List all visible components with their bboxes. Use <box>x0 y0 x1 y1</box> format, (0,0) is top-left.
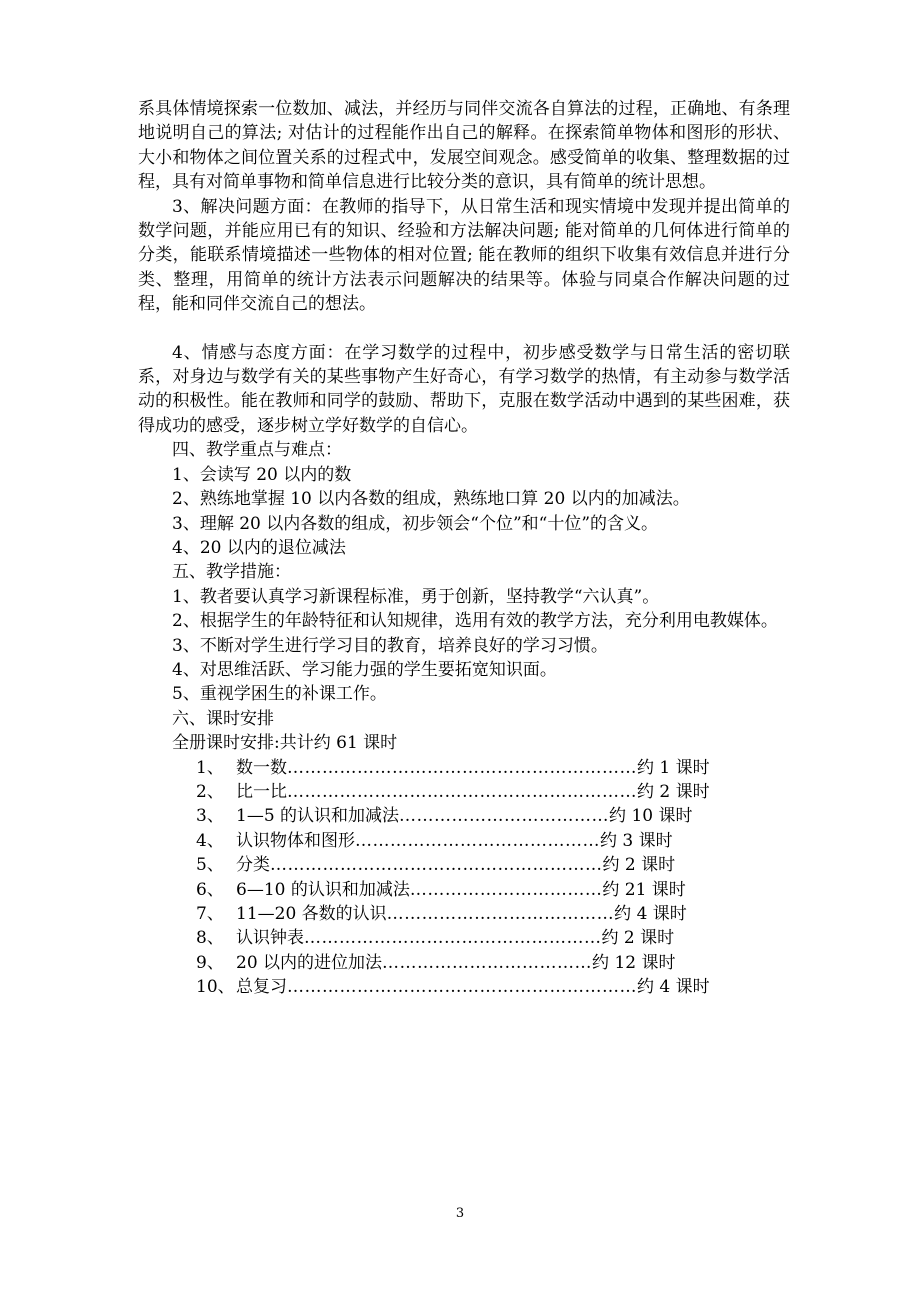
schedule-hours: 约 2 课时 <box>601 928 675 949</box>
schedule-number: 1、 <box>196 757 224 778</box>
section5-item: 3、不断对学生进行学习目的教育，培养良好的学习习惯。 <box>172 635 608 656</box>
schedule-row <box>138 853 790 877</box>
schedule-title: 比一比 <box>236 781 287 802</box>
schedule-title: 认识物体和图形 <box>236 830 355 851</box>
schedule-hours: 约 10 课时 <box>609 806 693 827</box>
schedule-leader: ……………………………… <box>399 806 610 827</box>
section4-item: 4、20 以内的退位减法 <box>172 537 346 558</box>
schedule-number: 4、 <box>196 830 224 851</box>
schedule-title: 1—5 的认识和加减法 <box>236 806 400 827</box>
schedule-leader: …………………………………………… <box>304 928 602 949</box>
schedule-row <box>138 902 790 926</box>
schedule-title: 数一数 <box>236 757 287 778</box>
schedule-hours: 约 3 课时 <box>600 830 673 851</box>
paragraph-emotion-attitude: 4、情感与态度方面：在学习数学的过程中，初步感受数学与日常生活的密切联系，对身边与数学有关的某些事物产生好奇心，有学习数学的热情，有主动参与数学活动的积极性。能在教师和同学的鼓励、帮助下，克服在数学活动中遇到的某些困难，获得成功的感受，逐步树立学好数学的自信心。 <box>138 342 790 436</box>
schedule-hours: 约 4 课时 <box>614 904 687 924</box>
schedule-number: 9、 <box>196 952 224 973</box>
schedule-hours: 约 2 课时 <box>602 855 676 876</box>
schedule-number: 6、 <box>196 879 224 900</box>
section4-item: 3、理解 20 以内各数的组成，初步领会“个位”和“十位”的含义。 <box>172 513 659 534</box>
schedule-leader: …………………………………………………… <box>287 781 637 802</box>
schedule-row <box>138 829 790 853</box>
paragraph-continuation: 系具体情境探索一位数加、减法，并经历与同伴交流各自算法的过程，正确地、有条理地说明自己的算法; 对估计的过程能作出自己的解释。在探索简单物体和图形的形状、大小和物体之间位置关系的过程式中，发展空间观念。感受简单的收集、整理数据的过程，具有对简单事物和简单信息进行比较分类的意识，具有简单的统计思想。 <box>138 99 790 193</box>
section5-item: 4、对思维活跃、学习能力强的学生要拓宽知识面。 <box>172 659 557 680</box>
section5-heading: 五、教学措施： <box>172 562 291 583</box>
schedule-title: 认识钟表 <box>236 928 304 949</box>
schedule-title: 总复习 <box>236 977 287 998</box>
schedule-row <box>138 975 790 999</box>
schedule-row <box>138 756 790 780</box>
section4-item: 2、熟练地掌握 10 以内各数的组成，熟练地口算 20 以内的加减法。 <box>172 489 690 510</box>
schedule-number: 7、 <box>196 904 224 924</box>
section4-heading: 四、教学重点与难点： <box>172 440 342 461</box>
schedule-number: 3、 <box>196 806 224 827</box>
schedule-row <box>138 804 790 828</box>
schedule-hours: 约 2 课时 <box>637 781 710 802</box>
schedule-leader: …………………………… <box>409 879 603 900</box>
schedule-row <box>138 951 790 975</box>
schedule-number: 2、 <box>196 781 224 802</box>
document-body <box>138 97 790 1000</box>
blank-line <box>138 317 790 341</box>
section5-item: 2、根据学生的年龄特征和认知规律，选用有效的教学方法，充分利用电教媒体。 <box>172 611 778 632</box>
section6-heading: 六、课时安排 <box>172 708 274 729</box>
paragraph-problem-solving: 3、解决问题方面：在教师的指导下，从日常生活和现实情境中发现并提出简单的数学问题，并能应用已有的知识、经验和方法解决问题; 能对简单的几何体进行简单的分类，能联系情境描述一些物体的相对位置; 能在教师的组织下收集有效信息并进行分类、整理，用简单的统计方法表示问题解决的结果等。体验与同桌合作解决问题的过程，能和同伴交流自己的想法。 <box>138 196 790 315</box>
schedule-title: 20 以内的进位加法 <box>236 952 383 973</box>
schedule-number: 8、 <box>196 928 224 949</box>
schedule-title: 6—10 的认识和加减法 <box>236 879 410 900</box>
schedule-hours: 约 21 课时 <box>602 879 686 900</box>
schedule-leader: …………………………………………………… <box>287 757 637 778</box>
page-number: 3 <box>455 1206 465 1221</box>
schedule-row <box>138 780 790 804</box>
schedule-number: 5、 <box>196 855 224 876</box>
schedule-row <box>138 926 790 950</box>
schedule-number: 10、 <box>196 977 235 998</box>
section6-total: 全册课时安排:共计约 61 课时 <box>172 733 398 754</box>
schedule-hours: 约 4 课时 <box>637 977 710 998</box>
schedule-title: 11—20 各数的认识 <box>236 904 387 924</box>
schedule-title: 分类 <box>236 855 270 876</box>
section5-item: 1、教者要认真学习新课程标准，勇于创新，坚持教学“六认真”。 <box>172 586 660 607</box>
schedule-hours: 约 12 课时 <box>592 952 676 973</box>
section4-item: 1、会读写 20 以内的数 <box>172 464 352 485</box>
section5-item: 5、重视学困生的补课工作。 <box>172 684 387 705</box>
schedule-hours: 约 1 课时 <box>637 757 710 778</box>
schedule-row <box>138 878 790 902</box>
schedule-leader: …………………………………………………… <box>287 977 637 998</box>
schedule-leader: ………………………………… <box>386 904 615 924</box>
schedule-leader: ……………………………… <box>382 952 593 973</box>
schedule-leader: …………………………………… <box>355 830 600 851</box>
schedule-leader: ………………………………………………… <box>270 855 603 876</box>
